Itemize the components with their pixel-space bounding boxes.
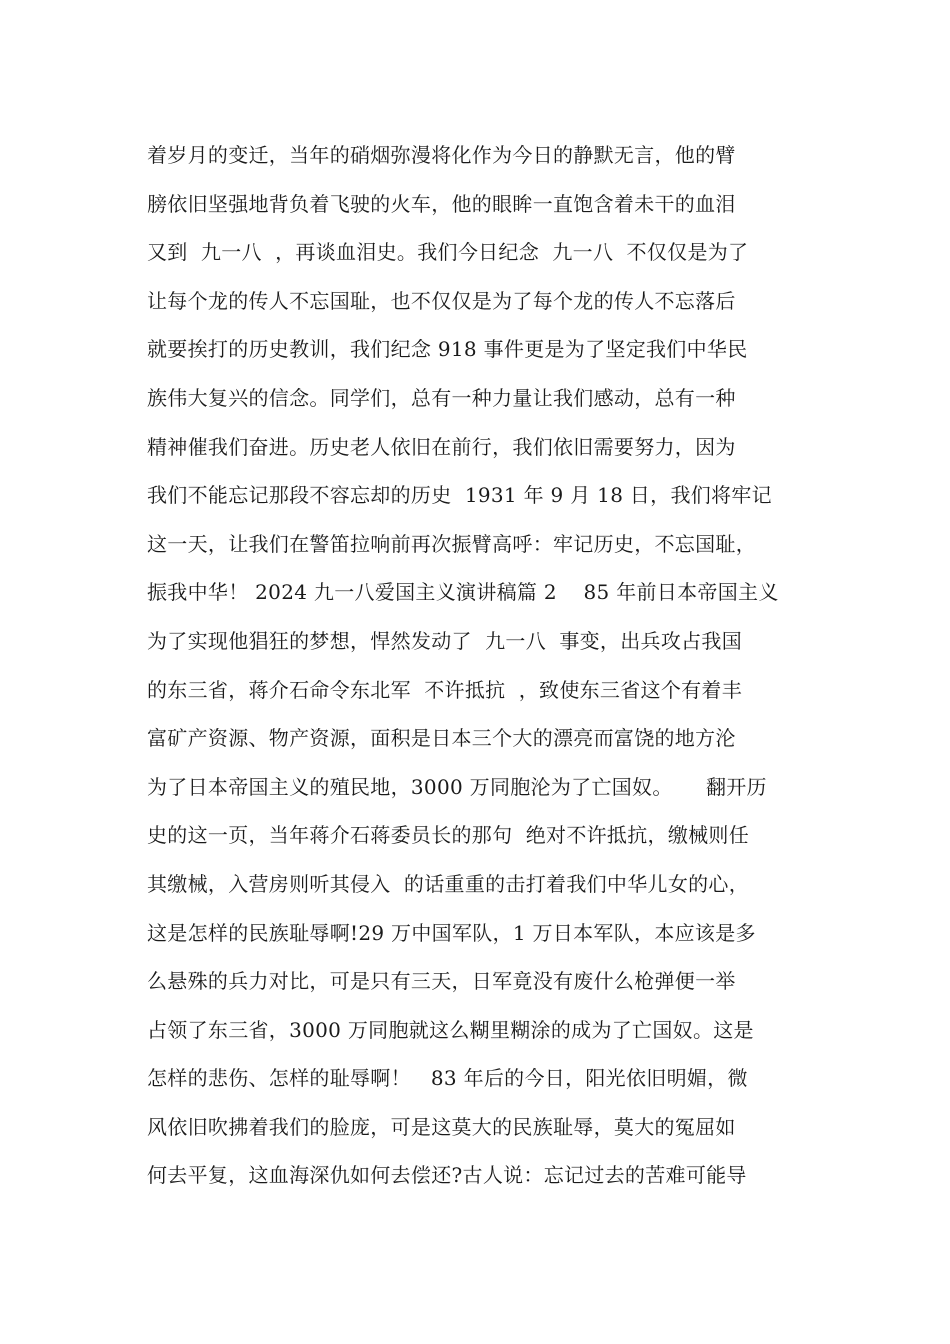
text-line: 这是怎样的民族耻辱啊!29 万中国军队，1 万日本军队，本应该是多 <box>147 920 756 945</box>
text-line: 占领了东三省，3000 万同胞就这么糊里糊涂的成为了亡国奴。这是 <box>147 1017 754 1042</box>
text-line: 为了实现他猖狂的梦想，悍然发动了 九一八 事变，出兵攻占我国 <box>147 628 743 653</box>
text-line: 么悬殊的兵力对比，可是只有三天，日军竟没有废什么枪弹便一举 <box>147 969 736 994</box>
text-line: 的东三省，蒋介石命令东北军 不许抵抗 ，致使东三省这个有着丰 <box>147 677 743 702</box>
text-line: 为了日本帝国主义的殖民地，3000 万同胞沦为了亡国奴。 翻开历 <box>147 774 767 799</box>
text-line: 何去平复，这血海深仇如何去偿还?古人说：忘记过去的苦难可能导 <box>147 1163 747 1188</box>
text-line: 着岁月的变迁，当年的硝烟弥漫将化作为今日的静默无言，他的臂 <box>147 143 736 167</box>
speech-text-body <box>147 131 827 1200</box>
text-line: 振我中华！ 2024 九一八爱国主义演讲稿篇 2 85 年前日本帝国主义 <box>147 580 779 605</box>
text-line: 怎样的悲伤、怎样的耻辱啊！ 83 年后的今日，阳光依旧明媚，微 <box>147 1066 748 1091</box>
text-line: 我们不能忘记那段不容忘却的历史 1931 年 9 月 18 日，我们将牢记 <box>147 483 772 508</box>
text-line: 就要挨打的历史教训，我们纪念 918 事件更是为了坚定我们中华民 <box>147 337 748 362</box>
text-line: 族伟大复兴的信念。同学们，总有一种力量让我们感动，总有一种 <box>147 385 736 410</box>
text-line: 其缴械，入营房则听其侵入 的话重重的击打着我们中华儿女的心， <box>147 871 750 896</box>
text-line: 这一天，让我们在警笛拉响前再次振臂高呼：牢记历史，不忘国耻， <box>147 531 756 556</box>
text-line: 史的这一页，当年蒋介石蒋委员长的那句 绝对不许抵抗，缴械则任 <box>147 823 750 848</box>
text-line: 膀依旧坚强地背负着飞驶的火车，他的眼眸一直饱含着未干的血泪 <box>147 191 736 216</box>
text-line: 风依旧吹拂着我们的脸庞，可是这莫大的民族耻辱，莫大的冤屈如 <box>147 1114 736 1139</box>
text-line: 富矿产资源、物产资源，面积是日本三个大的漂亮而富饶的地方沦 <box>147 726 736 751</box>
text-line: 精神催我们奋进。历史老人依旧在前行，我们依旧需要努力，因为 <box>147 434 736 459</box>
text-line: 又到 九一八 ，再谈血泪史。我们今日纪念 九一八 不仅仅是为了 <box>147 240 749 265</box>
text-line: 让每个龙的传人不忘国耻，也不仅仅是为了每个龙的传人不忘落后 <box>147 288 736 313</box>
